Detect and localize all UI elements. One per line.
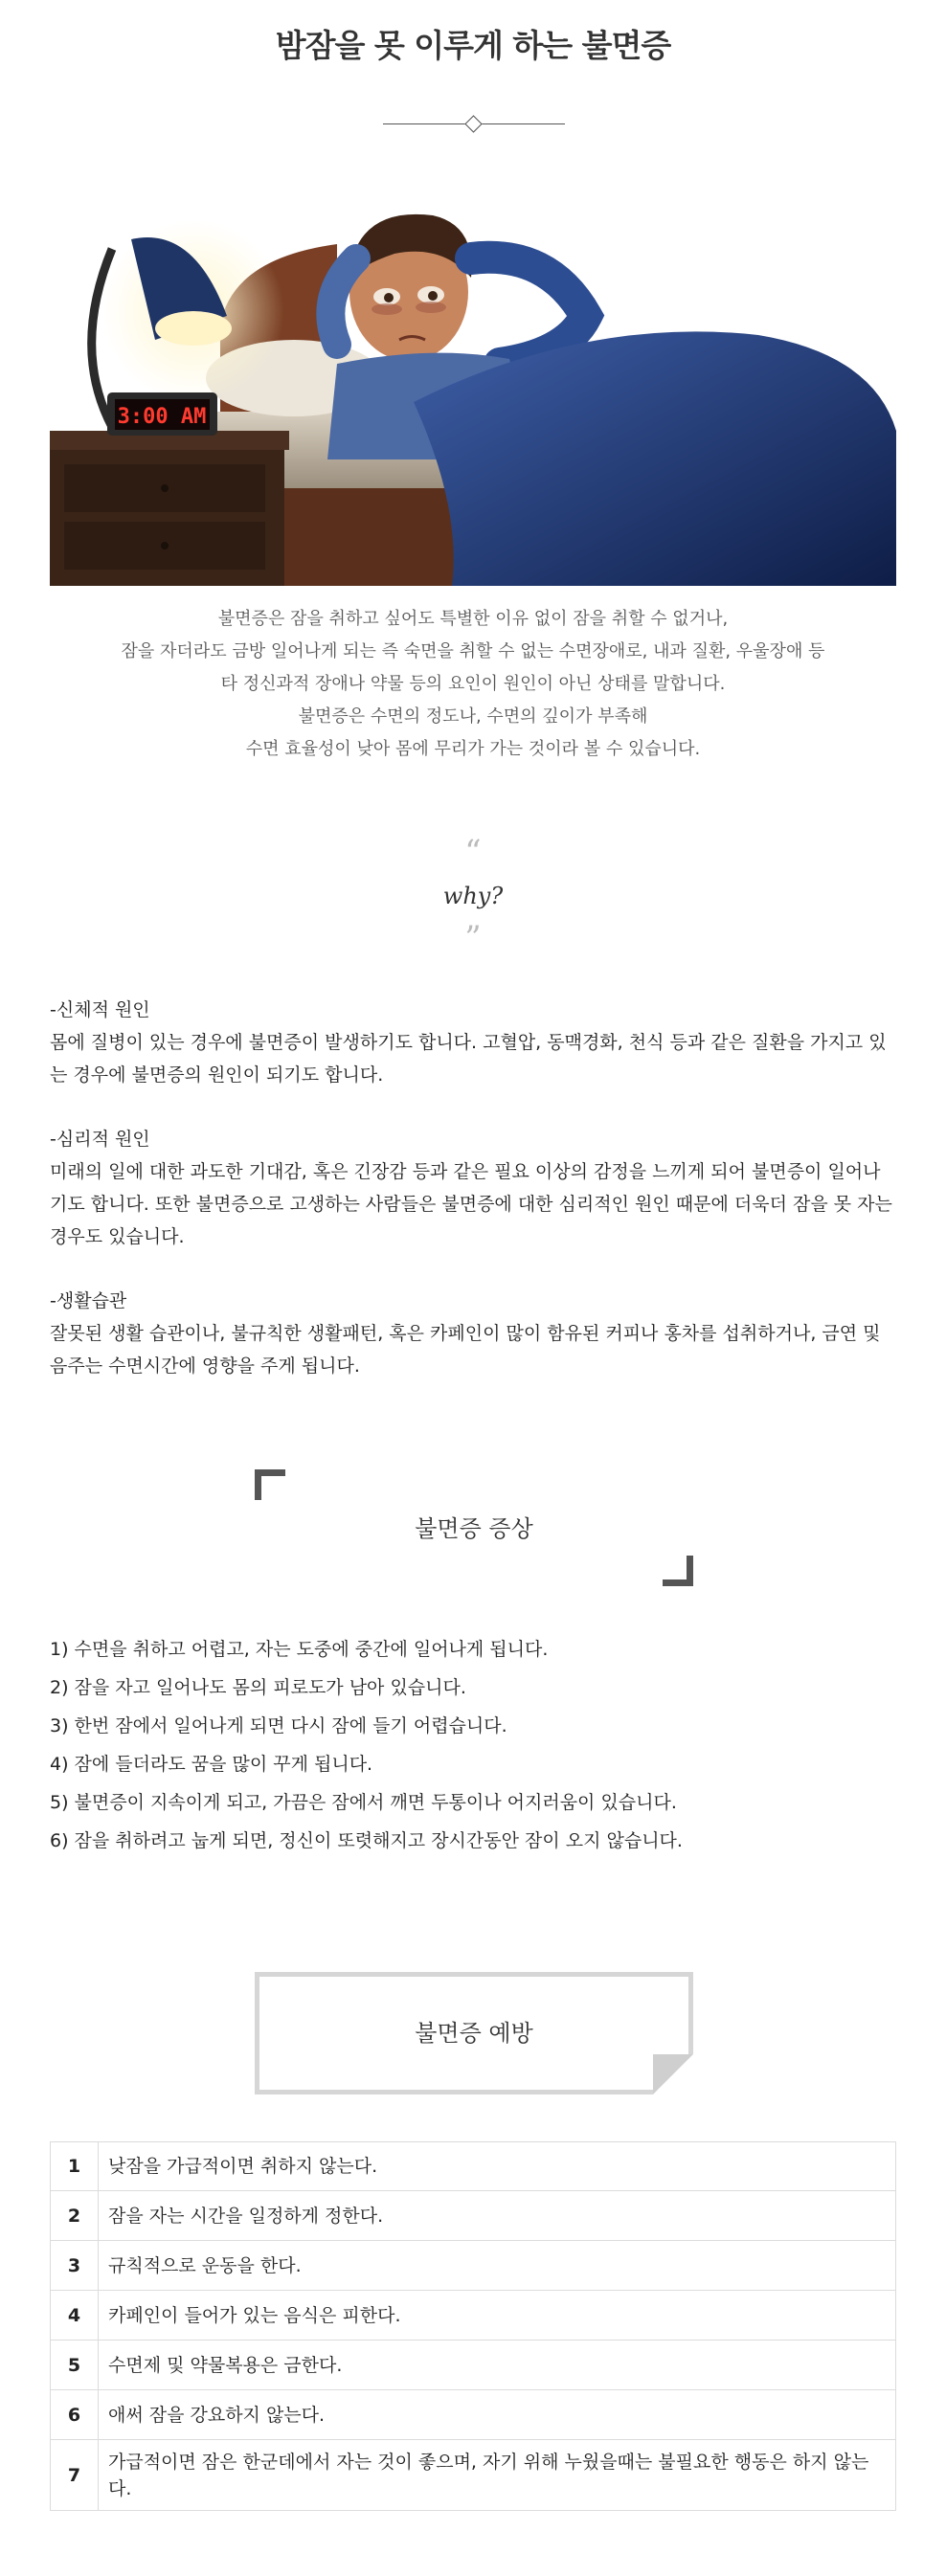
row-number: 5 [51,2341,99,2390]
bracket-corner-bottom-right [663,1556,693,1586]
row-number: 6 [51,2390,99,2440]
prevention-table [50,2141,896,2511]
intro-line: 수면 효율성이 낮아 몸에 무리가 가는 것이라 볼 수 있습니다. [245,739,701,759]
cause-heading: -생활습관 [50,1290,127,1311]
row-text: 애써 잠을 강요하지 않는다. [99,2390,896,2440]
row-number: 4 [51,2291,99,2341]
cause-physical [50,994,896,1091]
causes-section [50,994,896,1414]
cause-psychological [50,1123,896,1253]
intro-line: 불면증은 잠을 취하고 싶어도 특별한 이유 없이 잠을 취할 수 없거나, [217,609,729,629]
row-number: 1 [51,2142,99,2191]
row-text: 잠을 자는 시간을 일정하게 정한다. [99,2191,896,2241]
row-text: 규칙적으로 운동을 한다. [99,2241,896,2291]
table-row [51,2341,896,2390]
row-number: 3 [51,2241,99,2291]
list-item: 3) 한번 잠에서 일어나게 되면 다시 잠에 들기 어렵습니다. [50,1715,507,1736]
cause-body: 몸에 질병이 있는 경우에 불면증이 발생하기도 합니다. 고혈압, 동맥경화, 천식 등과 같은 질환을 가지고 있는 경우에 불면증의 원인이 되기도 합니다. [50,1032,887,1086]
symptoms-title-box [255,1469,693,1586]
prevention-title: 불면증 예방 [415,2020,533,2047]
cause-heading: -심리적 원인 [50,1129,150,1150]
intro-paragraph [50,603,896,766]
row-number: 2 [51,2191,99,2241]
clock-display: 3:00 AM [117,405,207,429]
hero-illustration [50,172,896,586]
bracket-corner-top-left [255,1469,285,1500]
prevention-title-box [255,1972,693,2094]
diamond-icon [464,115,482,132]
table-row [51,2440,896,2511]
cause-lifestyle [50,1285,896,1382]
list-item: 1) 수면을 취하고 어렵고, 자는 도중에 중간에 일어나게 됩니다. [50,1639,549,1660]
open-quote-icon: “ [464,833,482,871]
list-item: 4) 잠에 들더라도 꿈을 많이 꾸게 됩니다. [50,1754,373,1775]
cause-body: 미래의 일에 대한 과도한 기대감, 혹은 긴장감 등과 같은 필요 이상의 감정을 느끼게 되어 불면증이 일어나기도 합니다. 또한 불면증으로 고생하는 사람들은 불면증에 대한 심리적인 원인 때문에 더욱더 잠을 못 자는 경우도 있습니다. [50,1161,892,1247]
list-item: 6) 잠을 취하려고 눕게 되면, 정신이 또렷해지고 장시간동안 잠이 오지 않습니다. [50,1830,683,1851]
row-text: 가급적이면 잠은 한군데에서 자는 것이 좋으며, 자기 위해 누웠을때는 불필요한 행동은 하지 않는다. [99,2440,896,2511]
table-row [51,2241,896,2291]
intro-line: 타 정신과적 장애나 약물 등의 요인이 원인이 아닌 상태를 말합니다. [220,674,726,694]
title-divider [383,115,565,134]
page-title: 밤잠을 못 이루게 하는 불면증 [275,27,671,64]
symptoms-list [50,1630,896,1860]
list-item: 5) 불면증이 지속이게 되고, 가끔은 잠에서 깨면 두통이나 어지러움이 있습니다. [50,1792,677,1813]
table-row [51,2291,896,2341]
row-text: 카페인이 들어가 있는 음식은 피한다. [99,2291,896,2341]
table-row [51,2191,896,2241]
row-text: 낮잠을 가급적이면 취하지 않는다. [99,2142,896,2191]
page-fold-icon [653,2054,693,2094]
close-quote-icon: ” [464,919,482,957]
cause-heading: -신체적 원인 [50,999,150,1020]
cause-body: 잘못된 생활 습관이나, 불규칙한 생활패턴, 혹은 카페인이 많이 함유된 커피나 홍차를 섭취하거나, 금연 및 음주는 수면시간에 영향을 주게 됩니다. [50,1323,881,1377]
why-heading: why? [442,883,504,909]
sleepless-man-illustration [50,172,896,586]
symptoms-title: 불면증 증상 [415,1515,533,1542]
row-text: 수면제 및 약물복용은 금한다. [99,2341,896,2390]
intro-line: 불면증은 수면의 정도나, 수면의 깊이가 부족해 [298,706,648,727]
row-number: 7 [51,2440,99,2511]
list-item: 2) 잠을 자고 일어나도 몸의 피로도가 남아 있습니다. [50,1677,466,1698]
table-row [51,2390,896,2440]
intro-line: 잠을 자더라도 금방 일어나게 되는 즉 숙면을 취할 수 없는 수면장애로, 내과 질환, 우울장애 등 [121,641,825,661]
table-row [51,2142,896,2191]
